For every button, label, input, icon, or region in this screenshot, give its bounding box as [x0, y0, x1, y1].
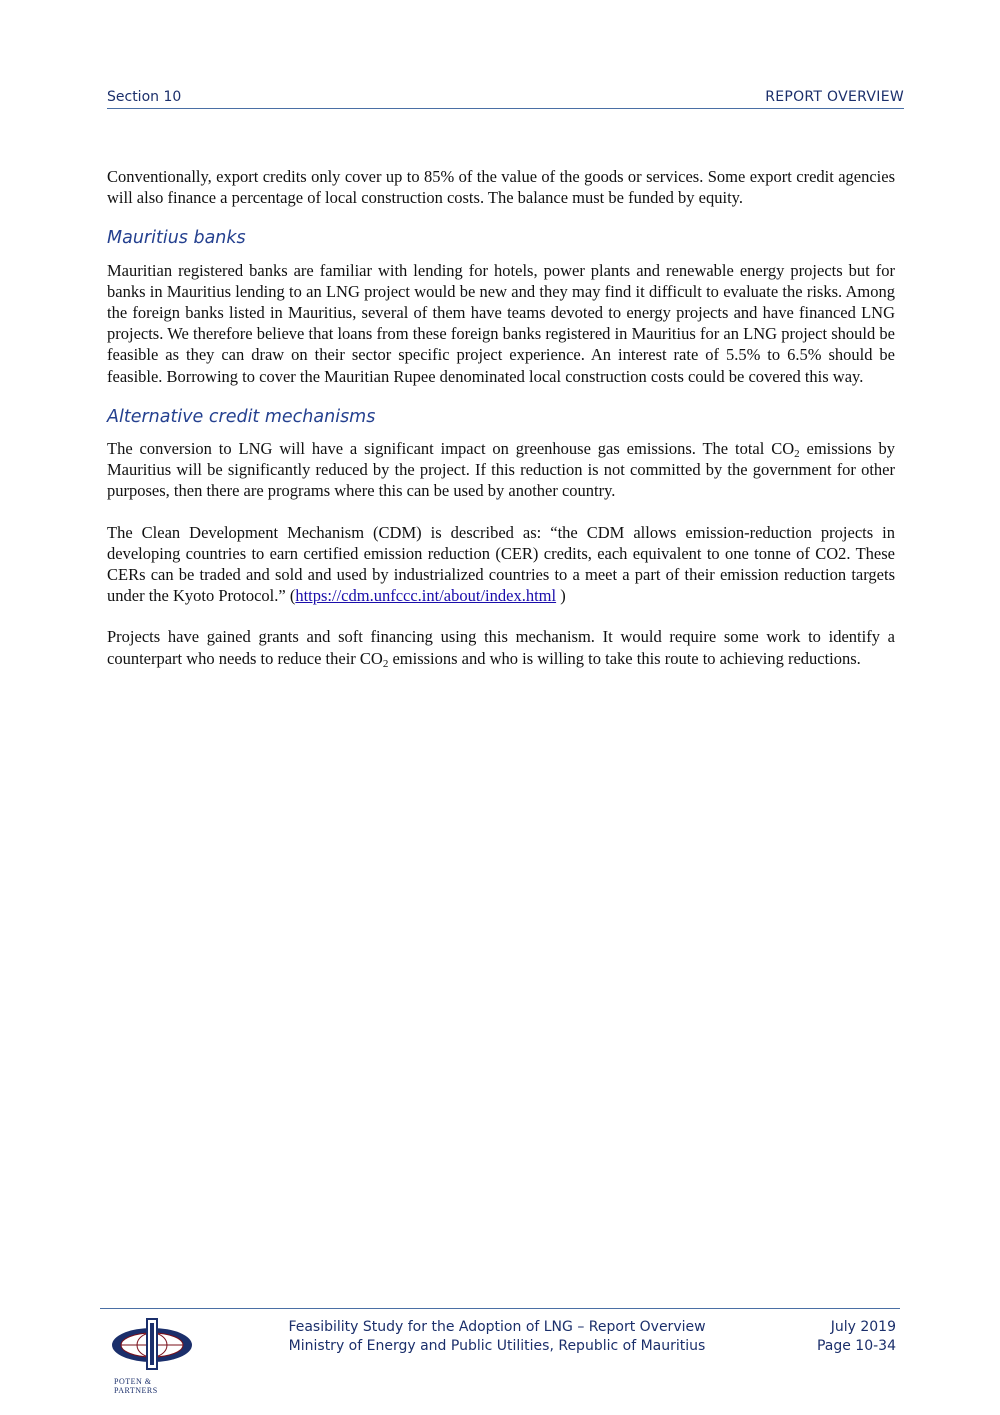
paragraph-grants — [107, 626, 895, 668]
header-title: REPORT OVERVIEW — [765, 89, 904, 105]
footer-title-block — [277, 1318, 717, 1356]
paragraph-mauritius-banks: Mauritian registered banks are familiar with lending for hotels, power plants and renewable energy projects but for banks in Mauritius lending to an LNG project would be new and they may find it difficult to evaluate the risks. Among the foreign banks listed in Mauritius, several of them have teams devoted to energy projects and have financed LNG projects. We therefore believe that loans from these foreign banks registered in Mauritius for an LNG project should be feasible as they can draw on their sector specific project experience. An interest rate of 5.5% to 6.5% should be feasible. Borrowing to cover the Mauritian Rupee denominated local construction costs could be covered this way. — [107, 260, 895, 386]
subscript-2: 2 — [382, 657, 389, 670]
page-footer — [100, 1308, 900, 1395]
poten-partners-logo — [106, 1315, 196, 1395]
footer-line-2: Ministry of Energy and Public Utilities, Republic of Mauritius — [288, 1338, 706, 1354]
logo-wordmark: POTEN & PARTNERS — [114, 1377, 158, 1395]
text-segment: Projects have gained grants and soft financing using this mechanism. It would require some work to identify a counterpart who needs to reduce their CO — [107, 627, 895, 668]
text-segment: The Clean Development Mechanism (CDM) is described as: “the CDM allows emission-reduction projects in developing countries to earn certified emission reduction (CER) credits, each equivalent to one tonne of CO2. These CERs can be traded and sold and used by industrialized countries to a meet a part of their emission reduction targets under the Kyoto Protocol.” ( — [107, 522, 895, 606]
footer-date: July 2019 — [830, 1319, 896, 1335]
header-section-label: Section 10 — [107, 89, 182, 105]
subscript-2: 2 — [794, 448, 800, 461]
text-segment: emissions by Mauritius will be significantly reduced by the project. If this reduction is not committed by the government for other purposes, then there are programs where this can be used by another country. — [107, 439, 895, 501]
heading-mauritius-banks: Mauritius banks — [107, 228, 246, 249]
footer-meta-block — [817, 1318, 896, 1356]
footer-line-1: Feasibility Study for the Adoption of LNG – Report Overview — [288, 1319, 706, 1335]
globe-logo-icon — [106, 1315, 196, 1375]
paragraph-export-credits: Conventionally, export credits only cover up to 85% of the value of the goods or services. Some export credit agencies will also finance a percentage of local construction costs. The balance must be funded by equity. — [107, 167, 895, 208]
text-segment: The conversion to LNG will have a significant impact on greenhouse gas emissions. The total CO — [107, 439, 795, 459]
cdm-link[interactable]: https://cdm.unfccc.int/about/index.html — [295, 586, 557, 606]
paragraph-cdm — [107, 522, 895, 607]
text-segment: emissions and who is willing to take this route to achieving reductions. — [388, 648, 861, 668]
footer-page-number: Page 10-34 — [816, 1338, 896, 1354]
page-header — [107, 86, 904, 109]
paragraph-lng-conversion — [107, 438, 895, 502]
document-body — [107, 166, 895, 689]
heading-alternative-credit: Alternative credit mechanisms — [107, 406, 376, 427]
text-segment: ) — [556, 586, 566, 606]
